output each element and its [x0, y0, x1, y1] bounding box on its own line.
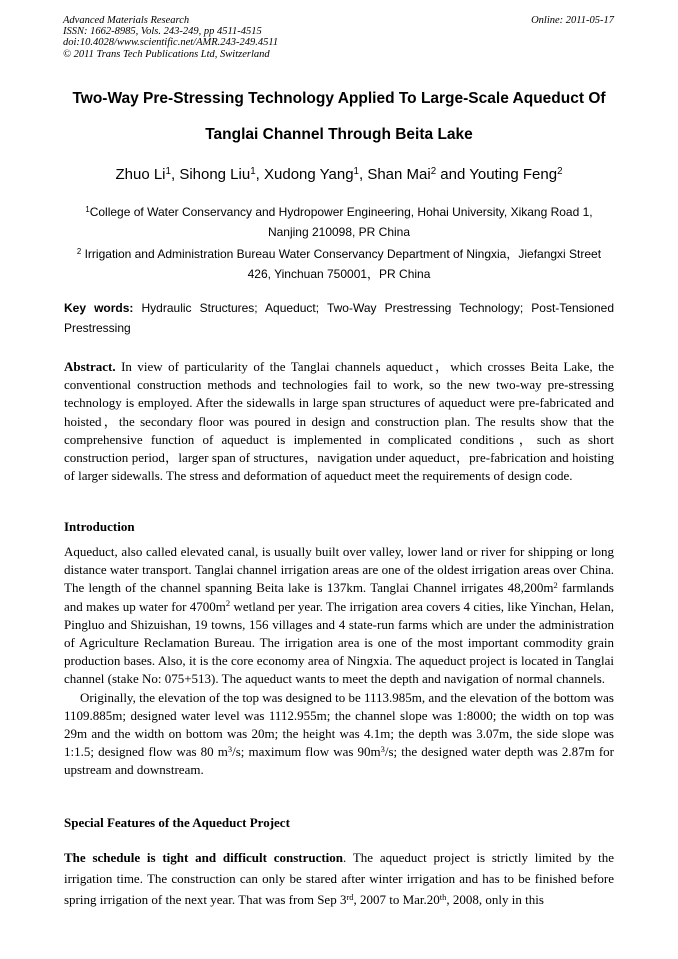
- keywords: [64, 299, 614, 338]
- special-features-paragraph: The schedule is tight and difficult construction. The aqueduct project is strictly limited by the irrigation time. The construction can only be stared after winter irrigation and has to be finished before spring irrigation of the next year. That was from Sep 3rd, 2007 to Mar.20th, 2008, only in this: [64, 850, 614, 907]
- special-features-lead: The schedule is tight and difficult construction: [64, 850, 344, 865]
- abstract: [64, 358, 614, 485]
- introduction-heading: Introduction: [64, 519, 135, 534]
- keywords-text: Hydraulic Structures; Aqueduct; Two-Way Prestressing Technology; Post-Tensioned Prestressing: [64, 301, 615, 335]
- author: Zhuo Li$^1$,: [115, 166, 180, 183]
- author: Youting Feng$^2$: [469, 166, 563, 183]
- abstract-text: In view of particularity of the Tanglai channels aqueduct，which crosses Beita Lake, the conventional construction methods and technologies fail to work, so the new two-way pre-stressing technology is employed. After the sidewalls in large span structures of aqueduct were pre-fabricated and hoisted，the secondary floor was poured in design and construction plan. The results show that the comprehensive function of aqueduct is implemented in complicated conditions，such as short construction period，larger span of structures，navigation under aqueduct，pre-fabrication and hoisting of larger sidewalls. The stress and deformation of aqueduct meet the requirements of design code.: [64, 359, 614, 484]
- copyright-line: © 2011 Trans Tech Publications Ltd, Switzerland: [63, 48, 270, 60]
- author: Sihong Liu$^1$,: [179, 166, 264, 183]
- affiliation-2: $^2$ Irrigation and Administration Bureau Water Conservancy Department of Ningxia，Jiefangxi Street 426, Yinchuan 750001，PR China: [76, 247, 602, 281]
- introduction-paragraph-2: Originally, the elevation of the top was designed to be 1113.985m, and the elevation of the bottom was 1109.885m; designed water level was 1112.955m; the channel slope was 1:8000; the width on top was 29m and the width on bottom was 20m; the height was 4.1m; the depth was 3.07m, the side slope was 1:1.5; designed flow was 80 $m^3/s$; maximum flow was $90m^3/s$; the designed water depth was 2.87m for upstream and downstream.: [64, 689, 614, 778]
- affiliation-1: $^1$College of Water Conservancy and Hydropower Engineering, Hohai University, Xikang Road 1, Nanjing 210098, PR China: [85, 205, 593, 239]
- author: Xudong Yang$^1$,: [264, 166, 368, 183]
- introduction-paragraph-1: Aqueduct, also called elevated canal, is usually built over valley, lower land or river for shipping or long distance water transport. Tanglai channel irrigation areas are one of the oldest irrigation areas over China. The length of the channel spanning Beita lake is 137km. Tanglai Channel irrigates $48,200m^2$ farmlands and makes up water for $4700m^2$ wetland per year. The irrigation area covers 4 cities, like Yinchan, Helan, Pingluo and Shizuishan, 19 towns, 156 villages and 4 state-run farms which are under the administration of Agriculture Reclamation Bureau. The irrigation area is one of the most important commodity grain production bases. Also, it is the core economy area of Ningxia. The aqueduct project is located in Tanglai channel (stake No: 075+513). The aqueduct wants to meet the depth and navigation of normal channels.: [64, 544, 614, 687]
- abstract-label: Abstract.: [64, 359, 116, 374]
- journal-name: Advanced Materials Research: [63, 15, 190, 26]
- special-features-heading: Special Features of the Aqueduct Project: [64, 815, 290, 830]
- author: Shan Mai$^2$ and: [367, 166, 470, 183]
- online-date: Online: 2011-05-17: [531, 15, 614, 26]
- introduction-body: [64, 543, 614, 780]
- journal-header: [63, 15, 278, 60]
- keywords-label: Key words:: [64, 301, 134, 315]
- paper-title-line-2: Tanglai Channel Through Beita Lake: [205, 126, 473, 143]
- paper-title-line-1: Two-Way Pre-Stressing Technology Applied To Large-Scale Aqueduct Of: [72, 90, 606, 107]
- issn-line: ISSN: 1662-8985, Vols. 243-249, pp 4511-4515: [63, 26, 262, 38]
- doi-line: doi:10.4028/www.scientific.net/AMR.243-249.4511: [63, 37, 279, 49]
- author-list: [40, 166, 638, 183]
